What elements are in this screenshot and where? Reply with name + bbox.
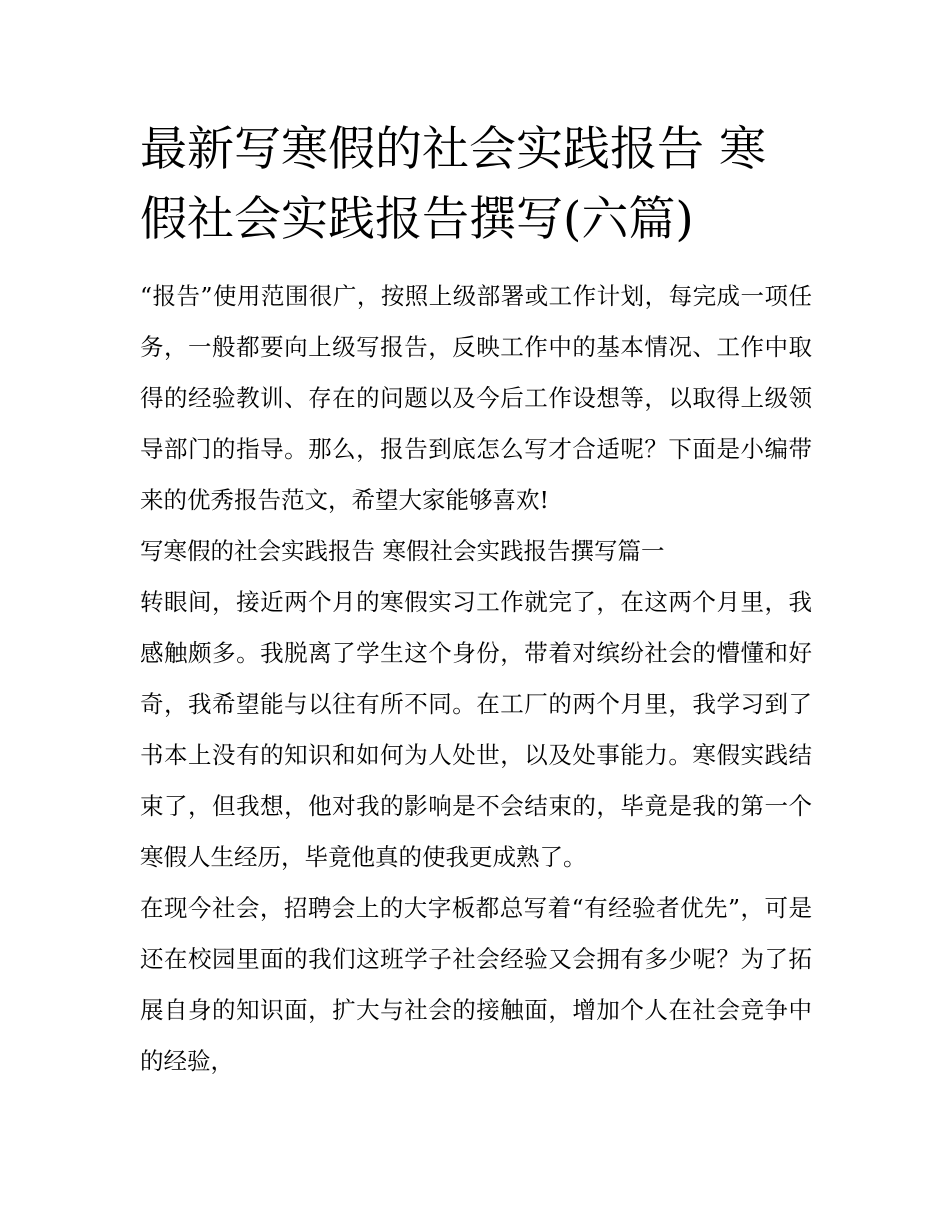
- document-body: [140, 271, 812, 1087]
- document-title: 最新写寒假的社会实践报告 寒假社会实践报告撰写(六篇): [140, 122, 766, 247]
- section-heading: 写寒假的社会实践报告 寒假社会实践报告撰写篇一: [140, 537, 665, 565]
- body-paragraph-2: 在现今社会，招聘会上的大字板都总写着“有经验者优先”，可是还在校园里面的我们这班学子社会经验又会拥有多少呢？为了拓展自身的知识面，扩大与社会的接触面，增加个人在社会竞争中的经验，: [140, 894, 812, 1075]
- body-paragraph-1: 转眼间，接近两个月的寒假实习工作就完了，在这两个月里，我感触颇多。我脱离了学生这个身份，带着对缤纷社会的懵懂和好奇，我希望能与以往有所不同。在工厂的两个月里，我学习到了书本上没有的知识和如何为人处世，以及处事能力。寒假实践结束了，但我想，他对我的影响是不会结束的，毕竟是我的第一个寒假人生经历，毕竟他真的使我更成熟了。: [140, 588, 812, 871]
- intro-paragraph: “报告”使用范围很广，按照上级部署或工作计划，每完成一项任务，一般都要向上级写报告，反映工作中的基本情况、工作中取得的经验教训、存在的问题以及今后工作设想等，以取得上级领导部门的指导。那么，报告到底怎么写才合适呢？下面是小编带来的优秀报告范文，希望大家能够喜欢!: [140, 282, 812, 514]
- document-page: [140, 115, 812, 1087]
